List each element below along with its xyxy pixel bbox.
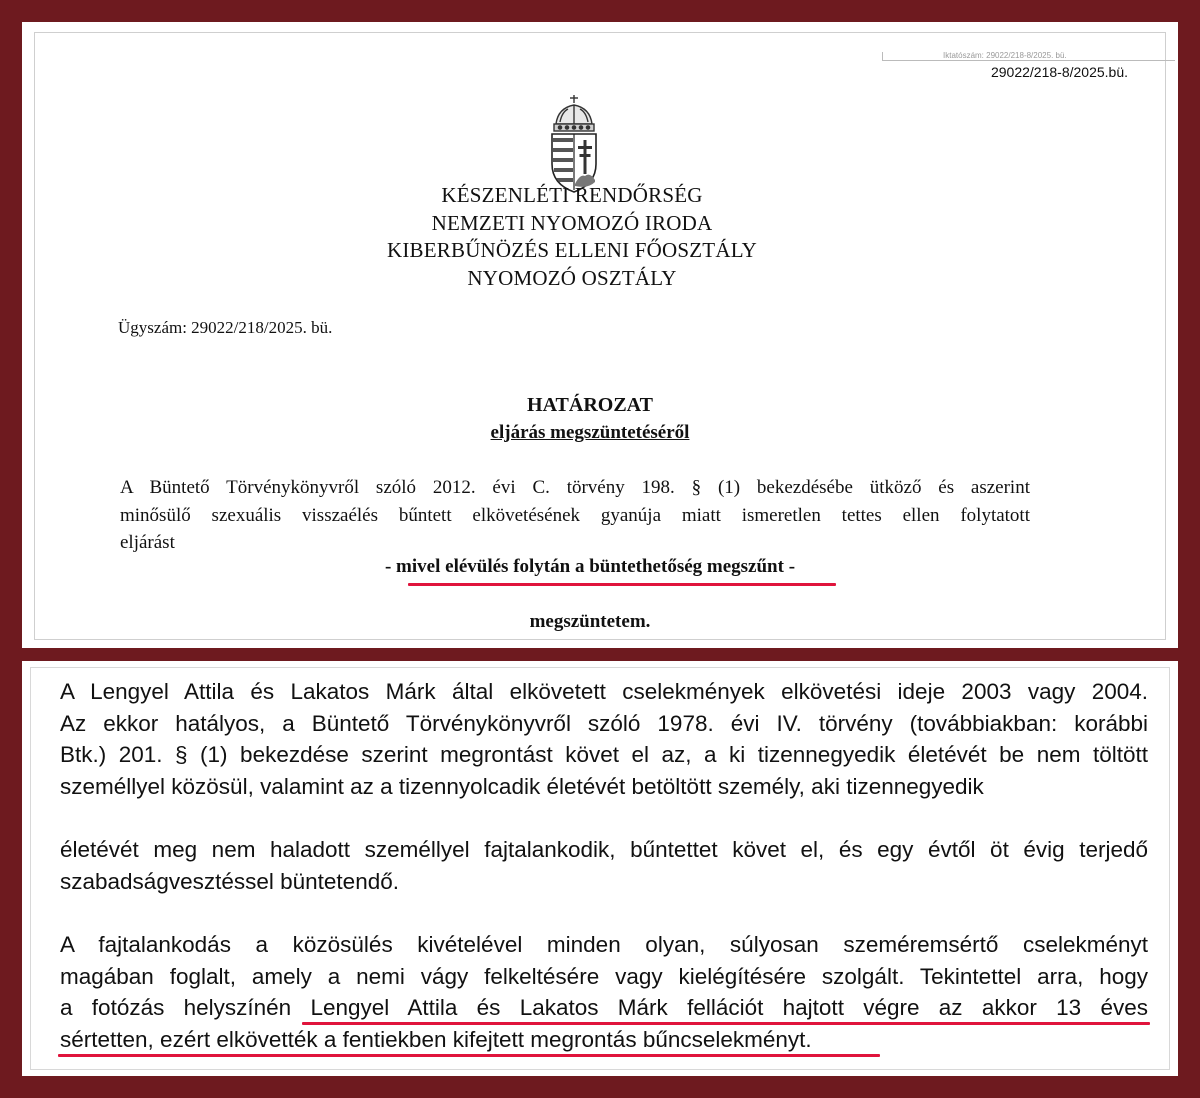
highlight-underline-1 <box>302 1022 1150 1025</box>
agency-line-4: NYOMOZÓ OSZTÁLY <box>467 265 677 290</box>
decision-body-line-2: minősülő szexuális visszaélés bűntett elkövetésének gyanúja miatt ismeretlen tettes ellen folytatott <box>120 504 1030 526</box>
excerpt-p1-line-2: Az ekkor hatályos, a Büntető Törvénykönyvről szóló 1978. évi IV. törvény (továbbiakban: korábbi <box>60 710 1148 736</box>
agency-line-3: KIBERBŰNÖZÉS ELLENI FŐOSZTÁLY <box>386 238 757 262</box>
decision-subtitle: eljárás megszüntetéséről <box>490 422 690 443</box>
reference-number: 29022/218-8/2025.bü. <box>990 64 1128 80</box>
document-excerpt-panel <box>22 661 1178 1076</box>
document-header-panel <box>22 22 1178 648</box>
excerpt-paragraph-2 <box>60 834 1148 897</box>
decision-reason: - mivel elévülés folytán a büntethetőség megszűnt - <box>384 556 796 577</box>
decision-title: HATÁROZAT <box>527 394 653 416</box>
excerpt-p1-line-1: A Lengyel Attila és Lakatos Márk által elkövetett cselekmények elkövetési ideje 2003 vagy 2004. <box>60 679 1148 704</box>
faint-stamp: Iktatószám: 29022/218-8/2025. bü. <box>882 52 1175 61</box>
excerpt-p1-line-3: Btk.) 201. § (1) bekezdése szerint megrontást követ el az, a ki tizennegyedik életévét be nem töltött <box>60 742 1148 767</box>
highlight-underline-2 <box>58 1054 880 1057</box>
excerpt-p1-line-4: személlyel közösül, valamint az a tizennyolcadik életévét betöltött személy, aki tizennegyedik <box>60 773 984 799</box>
excerpt-p3-line-2: magában foglalt, amely a nemi vágy felkeltésére vagy kielégítésére szolgált. Tekintettel arra, hogy <box>60 963 1148 989</box>
hungarian-coat-of-arms-icon <box>546 94 602 194</box>
excerpt-p3-line-4: sértetten, ezért elkövették a fentiekben kifejtett megrontás bűncselekményt. <box>60 1026 812 1052</box>
excerpt-p2-line-2: szabadságvesztéssel büntetendő. <box>60 868 399 894</box>
excerpt-paragraph-1 <box>60 676 1148 802</box>
case-number: Ügyszám: 29022/218/2025. bü. <box>118 318 333 337</box>
excerpt-p3-line-3: a fotózás helyszínén Lengyel Attila és Lakatos Márk fellációt hajtott végre az akkor 13 éves <box>60 995 1148 1020</box>
excerpt-paragraph-3 <box>60 929 1148 1055</box>
highlight-underline <box>408 583 836 586</box>
decision-body <box>120 474 1030 557</box>
agency-line-2: NEMZETI NYOMOZÓ IRODA <box>431 210 713 235</box>
decision-closing: megszüntetem. <box>529 611 651 632</box>
decision-body-line-1: A Büntető Törvénykönyvről szóló 2012. évi C. törvény 198. § (1) bekezdésébe ütköző és aszerint <box>120 477 1030 498</box>
excerpt-p3-line-1: A fajtalankodás a közösülés kivételével minden olyan, súlyosan szeméremsértő cselekményt <box>60 932 1148 957</box>
excerpt-p2-line-1: életévét meg nem haladott személlyel fajtalankodik, bűntettet követ el, és egy évtől öt évig terjedő <box>60 837 1148 862</box>
agency-line-1: KÉSZENLÉTI RENDŐRSÉG <box>441 183 703 207</box>
decision-body-line-3: eljárást <box>120 532 175 553</box>
